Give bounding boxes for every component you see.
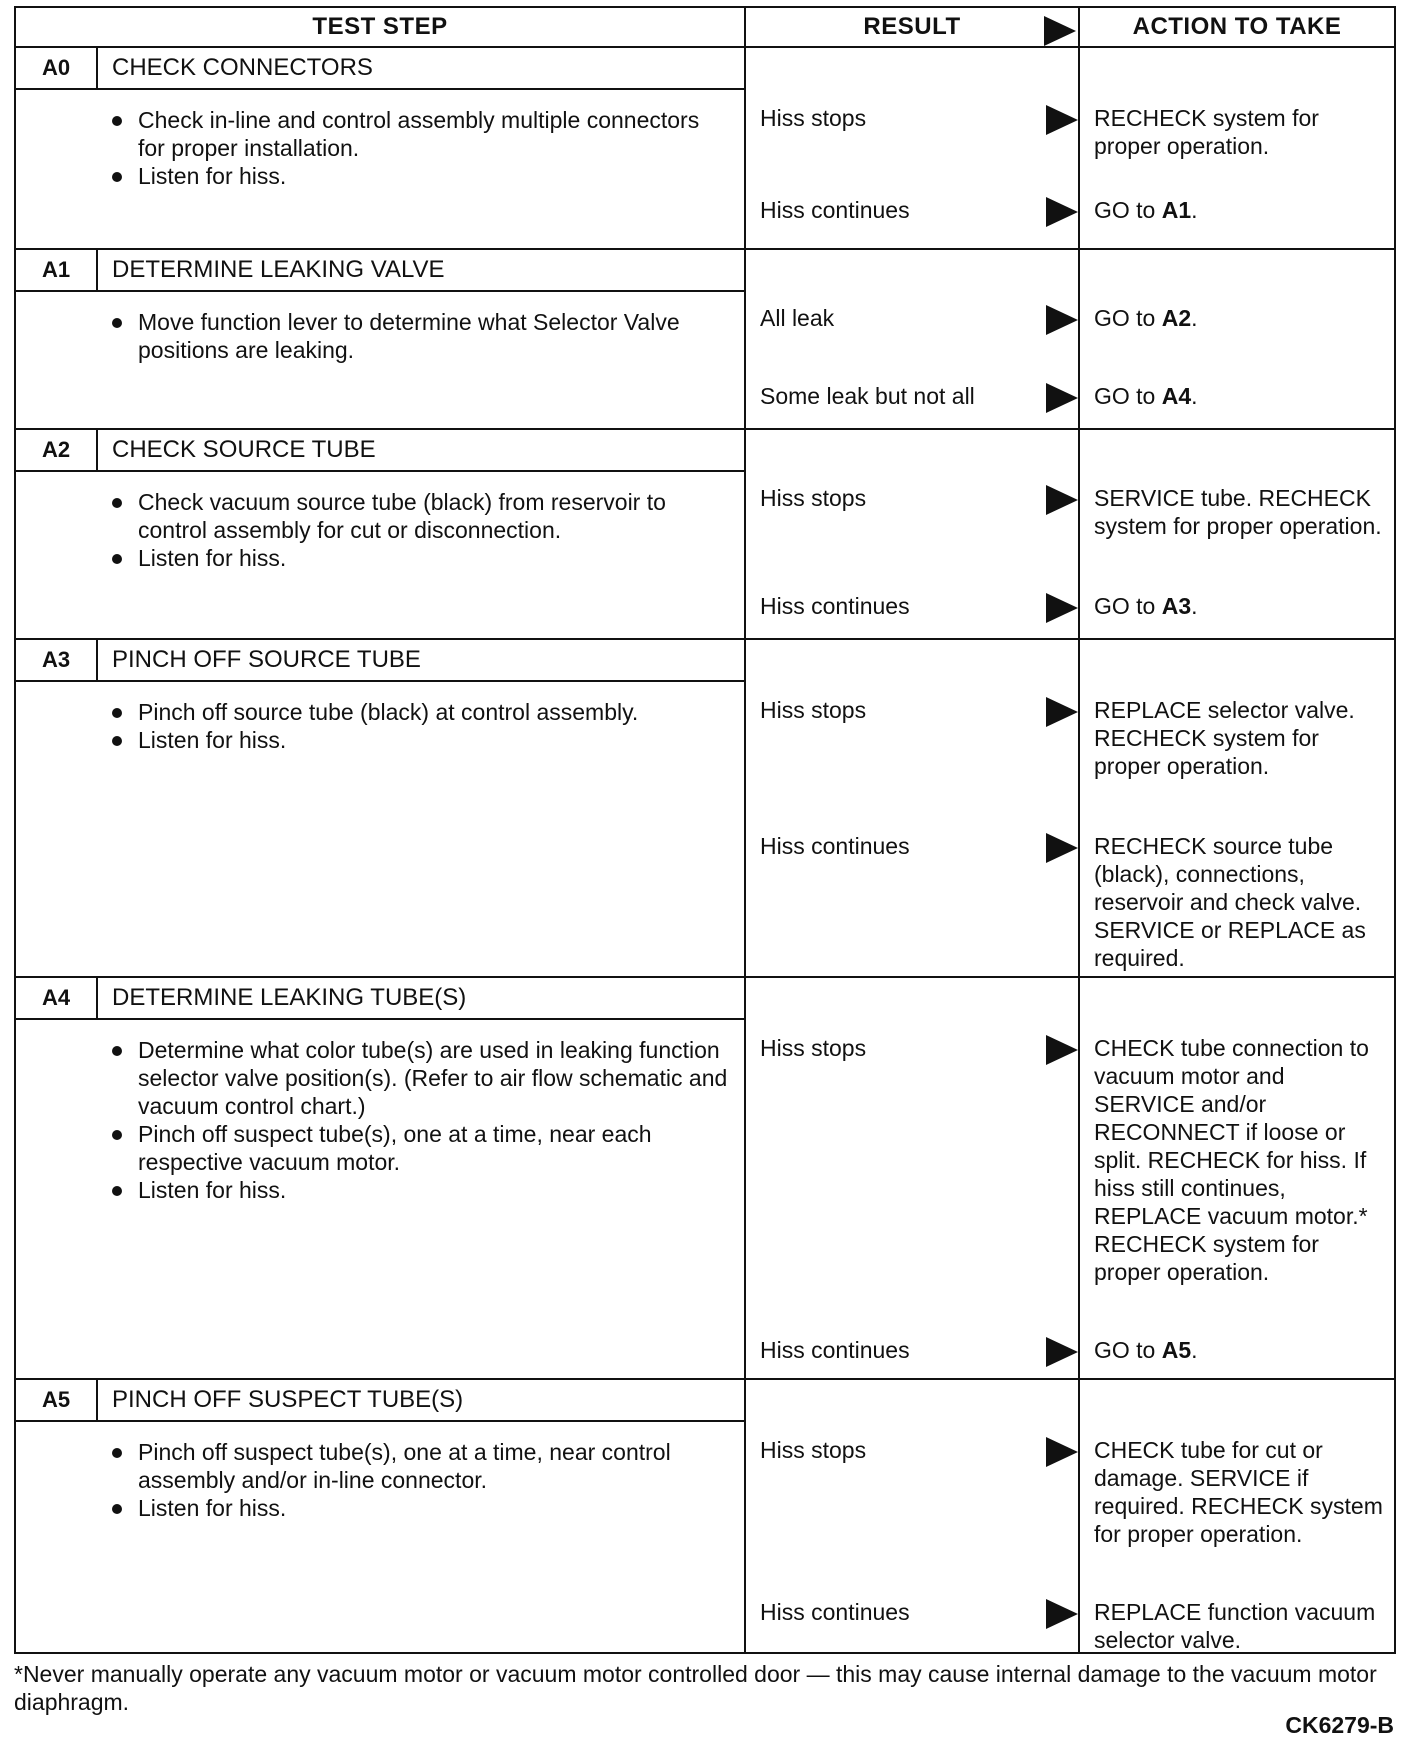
bullet-icon bbox=[112, 116, 122, 126]
result-text: Hiss stops bbox=[760, 1035, 867, 1061]
bullet-text: Check in-line and control assembly multiple connectors for proper installation. bbox=[138, 107, 700, 161]
result-text: Some leak but not all bbox=[760, 383, 975, 409]
step-reference: A3 bbox=[1161, 593, 1192, 619]
bullet-text: Pinch off suspect tube(s), one at a time, near each respective vacuum motor. bbox=[138, 1121, 652, 1175]
action-text: GO to A5. bbox=[1094, 1337, 1198, 1363]
result-entry bbox=[760, 196, 1078, 224]
result-entry bbox=[760, 1336, 1078, 1364]
result-text: Hiss stops bbox=[760, 697, 867, 723]
result-text: Hiss continues bbox=[760, 197, 910, 223]
step-body bbox=[16, 292, 744, 374]
step-code: A2 bbox=[16, 430, 98, 470]
result-header bbox=[745, 7, 1079, 47]
bullet-icon bbox=[112, 172, 122, 182]
action-text: RECHECK system for proper operation. bbox=[1094, 105, 1319, 159]
bullet-item bbox=[112, 726, 730, 754]
step-title: CHECK SOURCE TUBE bbox=[112, 436, 376, 463]
result-entry bbox=[760, 696, 1078, 724]
action-text: CHECK tube connection to vacuum motor and SERVICE and/or RECONNECT if loose or split. RECHECK for hiss. If hiss still continues, REPLACE vacuum motor.* RECHECK system for proper operation. bbox=[1094, 1035, 1369, 1285]
step-body bbox=[16, 90, 744, 200]
test-step-row-a1 bbox=[15, 249, 1395, 429]
step-body bbox=[16, 472, 744, 582]
action-text: GO to A2. bbox=[1094, 305, 1198, 331]
action-cell bbox=[1079, 639, 1395, 977]
action-header: ACTION TO TAKE bbox=[1079, 7, 1395, 47]
bullet-text: Listen for hiss. bbox=[138, 1177, 287, 1203]
step-cell bbox=[15, 249, 745, 429]
bullet-text: Pinch off suspect tube(s), one at a time, near control assembly and/or in-line connector. bbox=[138, 1439, 671, 1493]
result-entry bbox=[760, 1034, 1078, 1062]
step-cell bbox=[15, 639, 745, 977]
action-text: CHECK tube for cut or damage. SERVICE if required. RECHECK system for proper operation. bbox=[1094, 1437, 1383, 1547]
test-step-header: TEST STEP bbox=[15, 7, 745, 47]
bullet-text: Listen for hiss. bbox=[138, 727, 287, 753]
bullet-icon bbox=[112, 736, 122, 746]
bullet-item bbox=[112, 544, 730, 572]
bullet-icon bbox=[112, 1046, 122, 1056]
result-text: Hiss stops bbox=[760, 1437, 867, 1463]
result-entry bbox=[760, 1598, 1078, 1626]
step-header bbox=[16, 48, 744, 90]
test-step-row-a0 bbox=[15, 47, 1395, 249]
action-text: SERVICE tube. RECHECK system for proper operation. bbox=[1094, 485, 1382, 539]
bullet-item bbox=[112, 488, 730, 544]
arrow-right-icon bbox=[1046, 383, 1078, 413]
result-text: Hiss continues bbox=[760, 833, 910, 859]
action-text: RECHECK source tube (black), connections, reservoir and check valve. SERVICE or REPLACE as required. bbox=[1094, 833, 1366, 971]
bullet-icon bbox=[112, 554, 122, 564]
arrow-right-icon bbox=[1044, 16, 1076, 46]
step-title: CHECK CONNECTORS bbox=[112, 54, 373, 81]
bullet-icon bbox=[112, 498, 122, 508]
result-entry bbox=[760, 1436, 1078, 1464]
result-cell bbox=[745, 47, 1079, 249]
step-header bbox=[16, 430, 744, 472]
arrow-right-icon bbox=[1046, 305, 1078, 335]
step-reference: A5 bbox=[1161, 1337, 1192, 1363]
step-title: PINCH OFF SOURCE TUBE bbox=[112, 646, 421, 673]
arrow-right-icon bbox=[1046, 485, 1078, 515]
bullet-icon bbox=[112, 318, 122, 328]
bullet-text: Listen for hiss. bbox=[138, 545, 287, 571]
result-cell bbox=[745, 249, 1079, 429]
action-text: REPLACE function vacuum selector valve. bbox=[1094, 1599, 1376, 1653]
step-cell bbox=[15, 429, 745, 639]
result-cell bbox=[745, 1379, 1079, 1653]
bullet-item bbox=[112, 698, 730, 726]
step-reference: A4 bbox=[1161, 383, 1192, 409]
bullet-item bbox=[112, 106, 730, 162]
step-reference: A1 bbox=[1161, 197, 1192, 223]
result-entry bbox=[760, 592, 1078, 620]
action-text: REPLACE selector valve. RECHECK system for proper operation. bbox=[1094, 697, 1355, 779]
result-text: Hiss continues bbox=[760, 1337, 910, 1363]
result-text: All leak bbox=[760, 305, 835, 331]
arrow-right-icon bbox=[1046, 1035, 1078, 1065]
action-cell bbox=[1079, 429, 1395, 639]
step-cell bbox=[15, 1379, 745, 1653]
bullet-text: Check vacuum source tube (black) from reservoir to control assembly for cut or disconnection. bbox=[138, 489, 666, 543]
action-cell bbox=[1079, 47, 1395, 249]
action-cell bbox=[1079, 977, 1395, 1379]
action-text: GO to A4. bbox=[1094, 383, 1198, 409]
arrow-right-icon bbox=[1046, 593, 1078, 623]
bullet-icon bbox=[112, 708, 122, 718]
bullet-text: Pinch off source tube (black) at control assembly. bbox=[138, 699, 639, 725]
bullet-icon bbox=[112, 1130, 122, 1140]
bullet-icon bbox=[112, 1504, 122, 1514]
arrow-right-icon bbox=[1046, 105, 1078, 135]
result-entry bbox=[760, 304, 1078, 332]
arrow-right-icon bbox=[1046, 833, 1078, 863]
step-body bbox=[16, 682, 744, 764]
step-reference: A2 bbox=[1161, 305, 1192, 331]
bullet-text: Determine what color tube(s) are used in leaking function selector valve position(s). (Refer to air flow schematic and vacuum control chart.) bbox=[138, 1037, 728, 1119]
step-body bbox=[16, 1020, 744, 1214]
bullet-text: Listen for hiss. bbox=[138, 163, 287, 189]
footnote: *Never manually operate any vacuum motor or vacuum motor controlled door — this may cause internal damage to the vacuum motor diaphragm. bbox=[14, 1661, 1377, 1715]
bullet-item bbox=[112, 1120, 730, 1176]
step-code: A5 bbox=[16, 1380, 98, 1420]
step-title: DETERMINE LEAKING VALVE bbox=[112, 256, 445, 283]
bullet-text: Move function lever to determine what Selector Valve positions are leaking. bbox=[138, 309, 680, 363]
step-header bbox=[16, 250, 744, 292]
result-text: Hiss stops bbox=[760, 485, 867, 511]
bullet-text: Listen for hiss. bbox=[138, 1495, 287, 1521]
test-step-row-a3 bbox=[15, 639, 1395, 977]
step-title: DETERMINE LEAKING TUBE(S) bbox=[112, 984, 467, 1011]
result-cell bbox=[745, 639, 1079, 977]
table-header-row bbox=[15, 7, 1395, 47]
step-code: A4 bbox=[16, 978, 98, 1018]
bullet-item bbox=[112, 1176, 730, 1204]
result-header-label: RESULT bbox=[863, 13, 961, 40]
arrow-right-icon bbox=[1046, 1437, 1078, 1467]
bullet-icon bbox=[112, 1186, 122, 1196]
result-text: Hiss continues bbox=[760, 593, 910, 619]
arrow-right-icon bbox=[1046, 697, 1078, 727]
step-header bbox=[16, 978, 744, 1020]
action-text: GO to A3. bbox=[1094, 593, 1198, 619]
step-code: A1 bbox=[16, 250, 98, 290]
bullet-item bbox=[112, 308, 730, 364]
step-body bbox=[16, 1422, 744, 1532]
arrow-right-icon bbox=[1046, 197, 1078, 227]
step-cell bbox=[15, 977, 745, 1379]
result-cell bbox=[745, 977, 1079, 1379]
action-text: GO to A1. bbox=[1094, 197, 1198, 223]
diagnostic-table bbox=[14, 6, 1396, 1654]
bullet-icon bbox=[112, 1448, 122, 1458]
step-header bbox=[16, 1380, 744, 1422]
step-header bbox=[16, 640, 744, 682]
result-entry bbox=[760, 382, 1078, 410]
step-cell bbox=[15, 47, 745, 249]
bullet-item bbox=[112, 1036, 730, 1120]
bullet-item bbox=[112, 162, 730, 190]
document-code: CK6279-B bbox=[1285, 1712, 1394, 1738]
action-cell bbox=[1079, 249, 1395, 429]
result-text: Hiss stops bbox=[760, 105, 867, 131]
step-title: PINCH OFF SUSPECT TUBE(S) bbox=[112, 1386, 464, 1413]
result-text: Hiss continues bbox=[760, 1599, 910, 1625]
step-code: A0 bbox=[16, 48, 98, 88]
arrow-right-icon bbox=[1046, 1599, 1078, 1629]
result-entry bbox=[760, 484, 1078, 512]
bullet-item bbox=[112, 1438, 730, 1494]
result-entry bbox=[760, 104, 1078, 132]
result-cell bbox=[745, 429, 1079, 639]
test-step-row-a4 bbox=[15, 977, 1395, 1379]
bullet-item bbox=[112, 1494, 730, 1522]
test-step-row-a5 bbox=[15, 1379, 1395, 1653]
result-entry bbox=[760, 832, 1078, 860]
step-code: A3 bbox=[16, 640, 98, 680]
arrow-right-icon bbox=[1046, 1337, 1078, 1367]
action-cell bbox=[1079, 1379, 1395, 1653]
test-step-row-a2 bbox=[15, 429, 1395, 639]
